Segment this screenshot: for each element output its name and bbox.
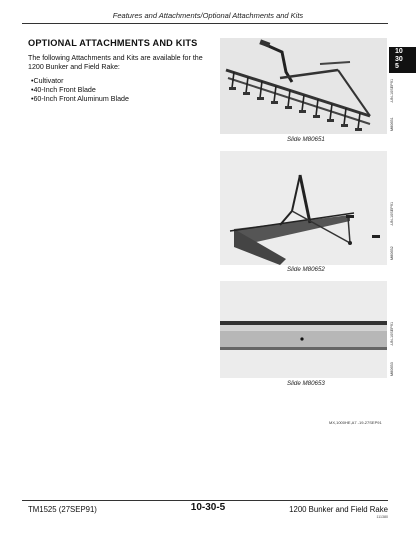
tab-line-3: 5: [395, 63, 399, 70]
figure-1-caption: Slide M80651: [287, 136, 325, 143]
kit-item-cultivator: •Cultivator: [31, 77, 64, 85]
figure-3-caption: Slide M80653: [287, 380, 325, 387]
photo-40-inch-blade: [220, 151, 387, 265]
header-rule: [22, 23, 388, 24]
footer-rule: [22, 500, 388, 501]
intro-text: The following Attachments and Kits are available for the 1200 Bunker and Field Rake:: [28, 54, 203, 71]
figure-2-code-2: M80652: [390, 246, 394, 260]
figure-code: MX,1000HE,A7 -19-27SEP91: [329, 420, 382, 425]
kit-item-60-inch-blade: •60-Inch Front Aluminum Blade: [31, 95, 129, 103]
figure-1-code-1: -UN-10SEP91: [390, 78, 394, 103]
figure-3-code-2: M80653: [390, 362, 394, 376]
footer-small-code: 111380: [376, 515, 388, 519]
photo-60-inch-blade: [220, 281, 387, 378]
tab-line-1: 10: [395, 48, 403, 55]
kit-list: [31, 77, 129, 104]
figure-3-code-1: -UN-10SEP91: [390, 321, 394, 346]
figure-1-code-2: M80651: [390, 117, 394, 131]
page-header: [0, 0, 416, 26]
figure-2-code-1: -UN-10SEP91: [390, 201, 394, 226]
header-title: Features and Attachments/Optional Attachments and Kits: [112, 11, 304, 20]
kit-item-40-inch-blade: •40-Inch Front Blade: [31, 86, 96, 94]
tab-line-2: 30: [395, 55, 403, 63]
footer-page-number: 10-30-5: [190, 502, 226, 513]
footer-manual-id: TM1525 (27SEP91): [28, 505, 97, 514]
photo-cultivator: [220, 38, 387, 134]
figure-2-caption: Slide M80652: [287, 266, 325, 273]
footer-product-name: 1200 Bunker and Field Rake: [289, 505, 388, 514]
section-tab: [389, 47, 416, 73]
section-title: OPTIONAL ATTACHMENTS AND KITS: [28, 38, 198, 48]
